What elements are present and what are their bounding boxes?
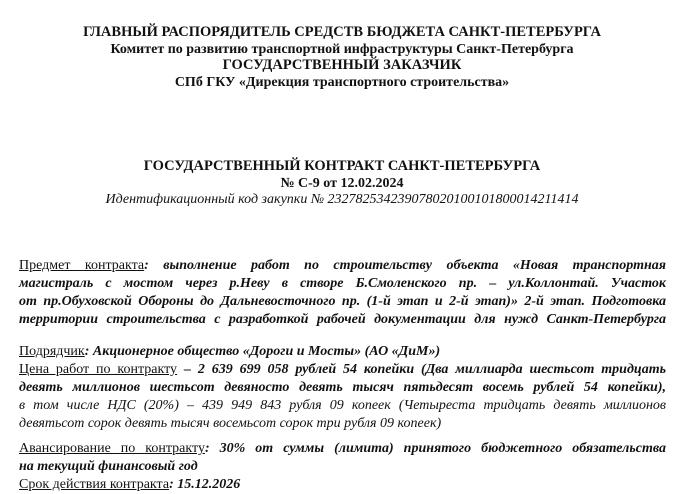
vat-text: девятьсот сорок девять тысяч восемьсот сорок три рубля 09 копеек) — [19, 416, 442, 431]
advance-label: Авансирование по контракту — [19, 441, 205, 456]
term-value: : 15.12.2026 — [169, 477, 241, 492]
term-label: Срок действия контракта — [19, 477, 170, 492]
price-label: Цена работ по контракту — [19, 362, 178, 377]
advance-text: на текущий финансовый год — [19, 459, 198, 474]
subject-text: : выполнение работ по строительству объекта «Новая транспортная — [144, 258, 666, 273]
header-committee: Комитет по развитию транспортной инфраструктуры Санкт-Петербурга — [110, 42, 574, 57]
procurement-code: Идентификационный код закупки № 232782534239078020100101800014211414 — [105, 192, 579, 207]
contract-title: ГОСУДАРСТВЕННЫЙ КОНТРАКТ САНКТ-ПЕТЕРБУРГА — [143, 158, 541, 174]
subject-label: Предмет контракта — [19, 258, 145, 273]
header-directorate: СПб ГКУ «Дирекция транспортного строительства» — [174, 75, 510, 90]
subject-text: магистраль с мостом через р.Неву в створе Б.Смоленского пр. – ул.Коллонтай. Участок — [19, 276, 666, 291]
contractor-label: Подрядчик — [19, 344, 85, 359]
subject-text: территории строительства с разработкой рабочей документации для нужд Санкт-Петербурга — [19, 312, 666, 327]
contract-number: № С-9 от 12.02.2024 — [280, 176, 404, 191]
header-state-customer: ГОСУДАРСТВЕННЫЙ ЗАКАЗЧИК — [222, 57, 462, 73]
contractor-value: : Акционерное общество «Дороги и Мосты» (АО «ДиМ») — [84, 344, 441, 359]
advance-text: : 30% от суммы (лимита) принятого бюджетного обязательства — [204, 441, 667, 456]
contractor-line — [19, 343, 666, 360]
subject-text: от пр.Обуховской Обороны до Дальневосточного пр. (1-й этап и 2-й этап)» 2-й этап. Подготовка — [19, 294, 666, 309]
price-text: девять миллионов шестьсот девяносто девять тысяч пятьдесят восемь рублей 54 копейки), — [19, 380, 666, 395]
price-text: – 2 639 699 058 рублей 54 копейки (Два миллиарда шестьсот тридцать — [177, 362, 666, 377]
header-chief-administrator: ГЛАВНЫЙ РАСПОРЯДИТЕЛЬ СРЕДСТВ БЮДЖЕТА САНКТ-ПЕТЕРБУРГА — [83, 24, 601, 40]
term-line — [19, 476, 666, 493]
vat-text: в том числе НДС (20%) – 439 949 843 рубля 09 копеек (Четыреста тридцать девять миллионов — [19, 398, 666, 413]
